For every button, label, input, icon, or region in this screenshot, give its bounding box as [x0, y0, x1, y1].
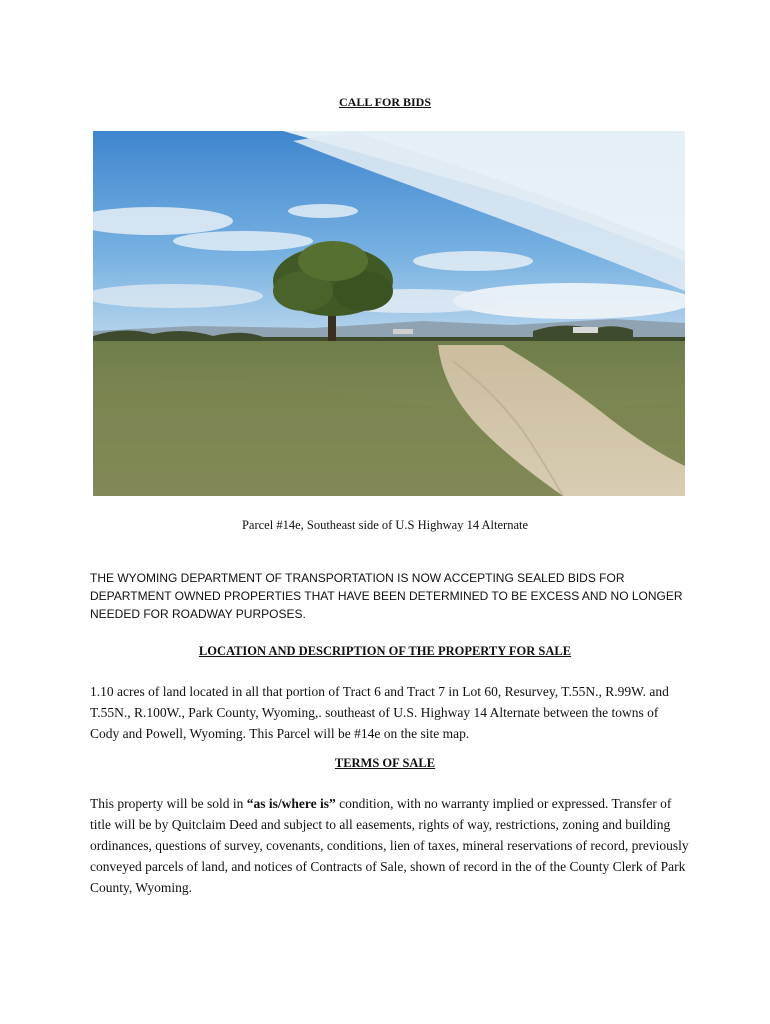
- terms-body: condition, with no warranty implied or expressed. Transfer of title will be by Quitclaim Deed and subject to all easements, rights of way, restrictions, zoning and building ordinances, questions of survey, covenants, conditions, lien of taxes, mineral reservations of record, previously conveyed parcels of land, and notices of Contracts of Sale, shown of record in the of the County Clerk of Park County, Wyoming.: [90, 796, 689, 895]
- terms-paragraph: [90, 793, 690, 898]
- parcel-photo: [93, 131, 685, 496]
- notice-text: THE WYOMING DEPARTMENT OF TRANSPORTATION IS NOW ACCEPTING SEALED BIDS FOR DEPARTMENT OWNED PROPERTIES THAT HAVE BEEN DETERMINED TO BE EXCESS AND NO LONGER NEEDED FOR ROADWAY PURPOSES.: [90, 571, 683, 621]
- landscape-image: [93, 131, 685, 496]
- location-paragraph: 1.10 acres of land located in all that portion of Tract 6 and Tract 7 in Lot 60, Resurvey, T.55N., R.99W. and T.55N., R.100W., Park County, Wyoming,. southeast of U.S. Highway 14 Alternate between the towns of Cody and Powell, Wyoming. This Parcel will be #14e on the site map.: [90, 684, 669, 741]
- document-title: CALL FOR BIDS: [338, 95, 432, 109]
- terms-bold-phrase: “as is/where is”: [246, 796, 336, 811]
- terms-heading: TERMS OF SALE: [334, 756, 436, 770]
- location-heading: LOCATION AND DESCRIPTION OF THE PROPERTY FOR SALE: [198, 644, 572, 658]
- terms-prefix: This property will be sold in: [90, 796, 247, 811]
- photo-caption: Parcel #14e, Southeast side of U.S Highway 14 Alternate: [241, 518, 529, 532]
